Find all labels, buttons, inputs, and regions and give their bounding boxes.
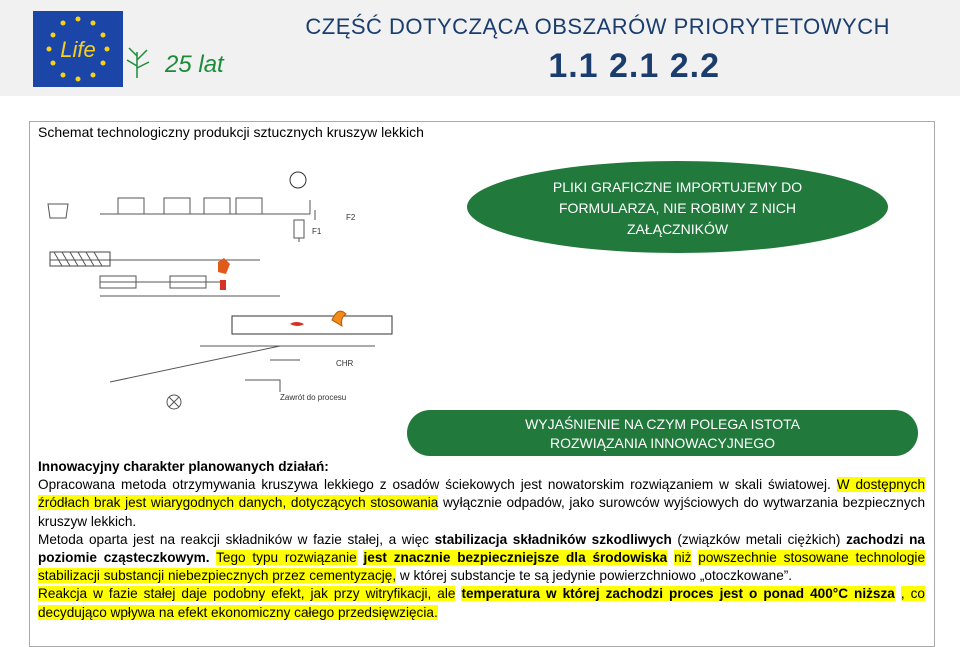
label-zawrot: Zawrót do procesu: [280, 393, 347, 402]
flame-icon: [290, 322, 304, 326]
callout-line: FORMULARZA, NIE ROBIMY Z NICH: [559, 200, 796, 216]
label-f2: F2: [346, 213, 356, 222]
silo-shape: [48, 204, 68, 218]
logo-text: Life: [60, 37, 96, 62]
hopper-shape: [118, 198, 144, 214]
process-diagram: [40, 170, 400, 435]
anniversary-text: 25 lat: [165, 51, 224, 78]
priority-areas: 1.1 2.1 2.2: [548, 47, 720, 85]
hopper-shape: [236, 198, 262, 214]
innovation-explanation-callout: [407, 410, 918, 456]
burner-flame-icon: [332, 311, 346, 326]
eu-stars-icon: [33, 11, 123, 87]
paragraph-3: Reakcja w fazie stałej daje podobny efekt, jak przy witryfikacji, ale temperatura w której zachodzi proces jest o ponad 400°C niższa , co decydująco wpływa na efekt ekonomiczny całego przedsięwzięcia.: [38, 586, 925, 620]
paragraph-2: Metoda oparta jest na reakcji składników w fazie stałej, a więc stabilizacja składników szkodliwych (związków metali ciężkich) zachodzi na poziomie cząsteczkowym. Tego typu rozwiązanie jest znacznie bezpieczniejsze dla środowiska niż powszechnie stosowane technologie stabilizacji substancji niebezpiecznych przez cementyzację, w której substancje te są jedynie powierzchniowo „otoczkowane”.: [38, 531, 926, 584]
hopper-shape: [204, 198, 230, 214]
callout-line: ROZWIĄZANIA INNOWACYJNEGO: [549, 435, 776, 451]
label-chr: CHR: [336, 359, 354, 368]
section-heading: Innowacyjny charakter planowanych działań:: [38, 459, 329, 474]
anniversary-logo: [125, 42, 275, 82]
paragraph-1: Opracowana metoda otrzymywania kruszywa lekkiego z osadów ściekowych jest nowatorskim rozwiązaniem w skali światowej. W dostępnych źródłach brak jest wiarygodnych danych, dotyczących stosowania wyłącznie odpadów, jako surowców wyjściowych do wytwarzania bezpiecznych kruszyw lekkich.: [38, 477, 926, 529]
callout-line: PLIKI GRAFICZNE IMPORTUJEMY DO: [552, 179, 803, 195]
callout-line: ZAŁĄCZNIKÓW: [626, 221, 729, 237]
hopper-shape: [164, 198, 190, 214]
innovation-description: [38, 458, 925, 622]
callout-line: WYJAŚNIENIE NA CZYM POLEGA ISTOTA: [525, 416, 800, 432]
page-title: CZĘŚĆ DOTYCZĄCA OBSZARÓW PRIORYTETOWYCH: [305, 14, 890, 39]
schema-title: Schemat technologiczny produkcji sztucznych kruszyw lekkich: [38, 124, 424, 140]
graphics-import-callout: [467, 161, 888, 253]
label-f1: F1: [312, 227, 322, 236]
life-logo: [33, 11, 123, 87]
tree-icon: [127, 48, 149, 78]
